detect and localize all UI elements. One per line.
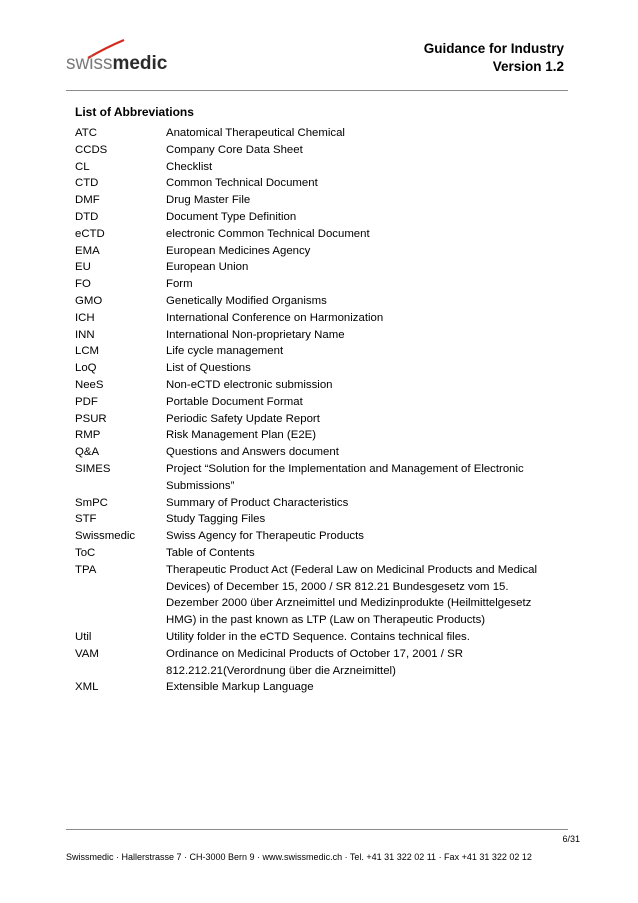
definition-line: Checklist [166, 160, 213, 173]
abbreviation-definition [166, 209, 575, 226]
definition-line: Table of Contents [166, 546, 255, 559]
abbreviation-definition [166, 528, 575, 545]
definition-line: International Non-proprietary Name [166, 328, 345, 341]
definition-line: Portable Document Format [166, 395, 303, 408]
abbreviation-definition [166, 679, 575, 696]
abbreviation-definition [166, 142, 575, 159]
abbreviation-row [75, 243, 575, 260]
abbreviation-row [75, 209, 575, 226]
abbreviation-definition [166, 125, 575, 142]
definition-line: Utility folder in the eCTD Sequence. Contains technical files. [166, 630, 470, 643]
abbreviation-row [75, 343, 575, 360]
abbreviation-definition [166, 377, 575, 394]
logo-wordmark: swissmedic [66, 53, 168, 74]
abbreviation-term: INN [75, 328, 95, 341]
abbreviation-definition [166, 427, 575, 444]
abbreviation-row [75, 545, 575, 562]
abbreviation-row [75, 310, 575, 327]
abbreviation-definition [166, 159, 575, 176]
abbreviation-row [75, 175, 575, 192]
abbreviation-row [75, 511, 575, 528]
definition-line: List of Questions [166, 362, 251, 375]
swissmedic-logo-graphic [66, 38, 176, 74]
abbreviation-definition [166, 175, 575, 192]
abbreviation-term: PDF [75, 395, 98, 408]
abbreviation-term: EMA [75, 244, 100, 257]
abbreviation-definition [166, 360, 575, 377]
definition-line: Questions and Answers document [166, 446, 339, 459]
abbreviation-term: eCTD [75, 227, 105, 240]
section-title: List of Abbreviations [75, 105, 194, 119]
abbreviation-row [75, 192, 575, 209]
abbreviation-definition [166, 243, 575, 260]
abbreviation-definition [166, 545, 575, 562]
swissmedic-logo [66, 38, 176, 74]
abbreviation-term: SmPC [75, 496, 108, 509]
abbreviation-row [75, 562, 575, 629]
definition-line: Drug Master File [166, 194, 251, 207]
definition-line: Company Core Data Sheet [166, 143, 303, 156]
footer-divider [66, 829, 568, 830]
abbreviation-definition [166, 276, 575, 293]
abbreviation-row [75, 142, 575, 159]
abbreviation-definition [166, 444, 575, 461]
abbreviation-definition [166, 259, 575, 276]
definition-line: Project “Solution for the Implementation and Management of Electronic [166, 462, 524, 475]
page-number: 6/31 [562, 834, 580, 844]
abbreviation-term: RMP [75, 429, 101, 442]
abbreviation-row [75, 276, 575, 293]
abbreviation-row [75, 629, 575, 646]
abbreviation-term: Swissmedic [75, 530, 136, 543]
abbreviation-definition [166, 394, 575, 411]
abbreviation-definition [166, 327, 575, 344]
abbreviation-definition [166, 461, 575, 495]
definition-line: Study Tagging Files [166, 513, 266, 526]
definition-line: Common Technical Document [166, 177, 318, 190]
definition-line: electronic Common Technical Document [166, 227, 370, 240]
definition-line: Extensible Markup Language [166, 681, 314, 694]
abbreviation-definition [166, 646, 575, 680]
abbreviation-term: LoQ [75, 362, 97, 375]
definition-line: HMG) in the past known as LTP (Law on Therapeutic Products) [166, 614, 486, 627]
abbreviation-definition [166, 495, 575, 512]
abbreviation-term: CCDS [75, 143, 108, 156]
definition-line: Swiss Agency for Therapeutic Products [166, 530, 364, 543]
abbreviation-row [75, 327, 575, 344]
abbreviation-row [75, 528, 575, 545]
definition-line: Therapeutic Product Act (Federal Law on Medicinal Products and Medical [166, 563, 538, 576]
header-version: Version 1.2 [492, 59, 564, 74]
abbreviation-definition [166, 411, 575, 428]
abbreviation-term: CTD [75, 177, 99, 190]
abbreviation-row [75, 679, 575, 696]
abbreviation-term: PSUR [75, 412, 107, 425]
abbreviation-row [75, 159, 575, 176]
abbreviation-definition [166, 226, 575, 243]
abbreviation-term: FO [75, 278, 91, 291]
abbreviation-term: EU [75, 261, 91, 274]
definition-line: Ordinance on Medicinal Products of October 17, 2001 / SR [166, 647, 463, 660]
abbreviation-row [75, 125, 575, 142]
definition-line: International Conference on Harmonization [166, 311, 384, 324]
definition-line: Life cycle management [166, 345, 284, 358]
abbreviation-term: STF [75, 513, 97, 526]
abbreviation-row [75, 411, 575, 428]
abbreviation-term: Util [75, 630, 92, 643]
abbreviation-row [75, 226, 575, 243]
abbreviation-term: CL [75, 160, 90, 173]
abbreviation-term: ICH [75, 311, 95, 324]
abbreviation-row [75, 495, 575, 512]
abbreviation-term: XML [75, 681, 99, 694]
abbreviation-row [75, 377, 575, 394]
definition-line: European Medicines Agency [166, 244, 311, 257]
abbreviation-row [75, 461, 575, 495]
footer-address: Swissmedic · Hallerstrasse 7 · CH-3000 Bern 9 · www.swissmedic.ch · Tel. +41 31 322 02 11 · Fax +41 31 322 02 12 [66, 852, 532, 862]
definition-line: 812.212.21(Verordnung über die Arzneimittel) [166, 664, 396, 677]
abbreviation-row [75, 427, 575, 444]
definition-line: Anatomical Therapeutical Chemical [166, 127, 345, 139]
definition-line: Genetically Modified Organisms [166, 294, 327, 307]
abbreviation-row [75, 293, 575, 310]
abbreviation-definition [166, 192, 575, 209]
abbreviation-term: ToC [75, 546, 96, 559]
abbreviation-term: LCM [75, 345, 100, 358]
abbreviation-row [75, 394, 575, 411]
abbreviation-term: DTD [75, 210, 99, 223]
abbreviation-term: TPA [75, 563, 97, 576]
abbreviation-term: DMF [75, 194, 100, 207]
abbreviation-row [75, 360, 575, 377]
abbreviation-row [75, 444, 575, 461]
abbreviation-row [75, 259, 575, 276]
abbreviation-term: VAM [75, 647, 99, 660]
definition-line: Dezember 2000 über Arzneimittel und Medizinprodukte (Heilmittelgesetz [166, 597, 532, 610]
abbreviation-term: GMO [75, 294, 103, 307]
document-header [424, 40, 564, 76]
definition-line: Risk Management Plan (E2E) [166, 429, 317, 442]
abbreviation-definition [166, 310, 575, 327]
abbreviation-term: ATC [75, 127, 97, 139]
definition-line: Summary of Product Characteristics [166, 496, 349, 509]
definition-line: Submissions” [166, 479, 235, 492]
header-divider [66, 90, 568, 91]
abbreviation-term: SIMES [75, 462, 111, 475]
definition-line: Form [166, 278, 193, 291]
definition-line: European Union [166, 261, 249, 274]
abbreviation-row [75, 646, 575, 680]
header-title: Guidance for Industry [423, 41, 564, 56]
definition-line: Non-eCTD electronic submission [166, 378, 333, 391]
definition-line: Devices) of December 15, 2000 / SR 812.21 Bundesgesetz vom 15. [166, 580, 509, 593]
abbreviation-term: NeeS [75, 378, 104, 391]
abbreviation-definition [166, 562, 575, 629]
abbreviation-definition [166, 511, 575, 528]
abbreviation-definition [166, 629, 575, 646]
abbreviation-definition [166, 293, 575, 310]
definition-line: Document Type Definition [166, 210, 297, 223]
abbreviation-list [75, 125, 575, 696]
definition-line: Periodic Safety Update Report [166, 412, 320, 425]
abbreviation-term: Q&A [75, 446, 100, 459]
abbreviation-definition [166, 343, 575, 360]
